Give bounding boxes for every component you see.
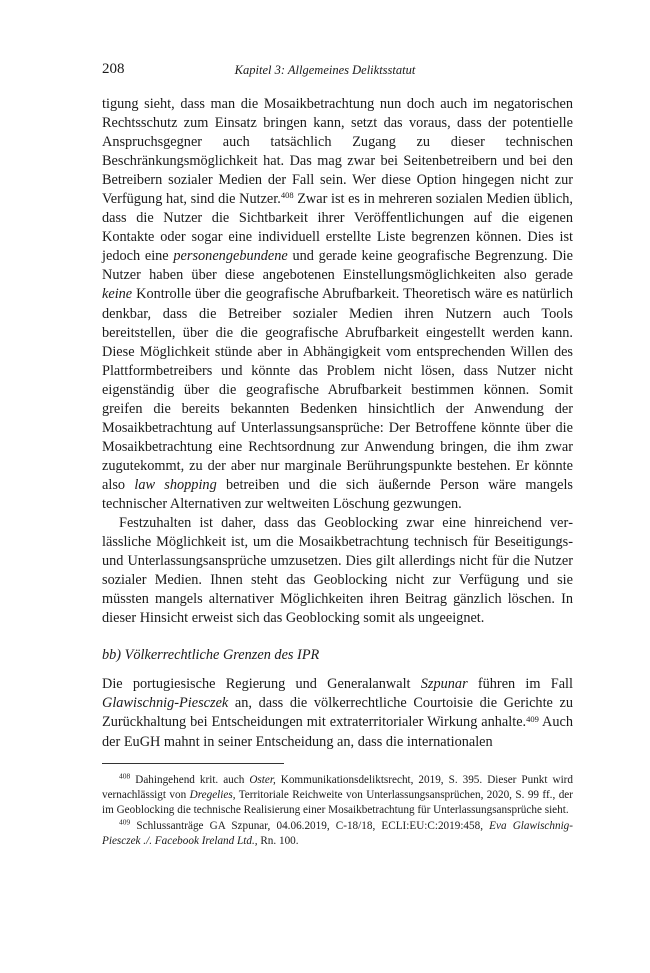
paragraph-3: Die portugiesische Regierung und Generalanwalt Szpunar führen im Fall Glawischnig-Piesczek an, dass die völkerrechtliche Courtoisie die Gerichte zu Zurückhaltung bei Entscheidungen mit extraterritorialer Wirkung anhalte.$^{409}$ Auch der EuGH mahnt in seiner Entscheidung an, dass die internationalen	[102, 676, 573, 750]
case-name: Eva Glawischnig-Piesczek ./. Facebook Ireland Ltd.,	[102, 819, 573, 847]
emphasis: personengebundene	[173, 248, 288, 265]
emphasis: Glawischnig-Piesczek	[102, 695, 229, 712]
emphasis: law shopping	[134, 476, 217, 493]
author-name: Dregelies,	[189, 789, 236, 802]
main-text	[102, 95, 573, 752]
paragraph-1: tigung sieht, dass man die Mosaikbetrachtung nun doch auch im negatorischen Rechtsschutz zum Einsatz bringen kann, setzt das voraus, dass der potentielle Anspruchsgegner auch tatsächlich Zugang zu dieser technischen Beschränkungsmöglichkeit hat. Das mag zwar bei Seitenbetreibern und bei den Betreibern sozialer Medien der Fall sein. Wer diese Option hingegen nicht zur Verfügung hat, sind die Nutzer.$^{408}$ Zwar ist es in mehreren sozialen Medien üblich, dass die Nutzer die Sichtbarkeit ihrer Veröffentlichungen auf die eigenen Kontakte oder sogar eine individuell erstellte Liste begrenzen können. Dies ist jedoch eine personengebundene und gerade keine geografische Begrenzung. Die Nutzer haben über diese angebotenen Einstellungsmöglichkeiten also gerade keine Kontrolle über die geografische Abrufbarkeit. Theoretisch wäre es natürlich denkbar, dass die Betreiber sozialer Medien ihren Nutzern auch Tools bereitstellen, über die die geografische Abrufbarkeit eingestellt werden kann. Diese Möglichkeit stünde aber in Abhängigkeit vom entsprechenden Willen des Plattformbetreibers und könnte das Problem nicht lösen, dass Nutzer nicht eigenständig über die geografische Abrufbarkeit bestimmen können. Somit greifen die bereits bekannten Bedenken hinsichtlich der Anwendung der Mosaikbetrachtung auf Unterlassungsansprüche: Der Betroffene könnte über die Mosaikbetrachtung eine Rechtsordnung zur Anwendung bringen, die ihm zwar zugutekommt, zu der aber nur marginale Berührungspunkte bestehen. Er könnte also law shopping betreiben und die sich äußernde Person wäre mangels technischer Alternativen zur weltweiten Löschung gezwungen.	[102, 96, 573, 512]
footnotes	[102, 773, 573, 849]
footnote-ref-409[interactable]: 409	[526, 713, 539, 724]
author-name: Oster,	[249, 774, 276, 786]
footnote-separator	[102, 763, 284, 764]
section-heading: bb) Völkerrechtliche Grenzen des IPR	[102, 647, 320, 664]
footnote-mark: 409	[119, 816, 131, 826]
page-number: 208	[102, 61, 125, 77]
footnote-409: $^{409}$ Schlussanträge GA Szpunar, 04.06.2019, C-18/18, ECLI:EU:C:2019:458, Eva Glawischnig-Piesczek ./. Facebook Ireland Ltd., Rn. 100.	[102, 816, 573, 847]
emphasis: Szpunar	[420, 676, 468, 693]
footnote-ref-408[interactable]: 408	[280, 190, 294, 201]
emphasis: keine	[102, 286, 133, 303]
running-title: Kapitel 3: Allgemeines Deliktsstatut	[234, 63, 416, 77]
footnote-408: $^{408}$ Dahingehend krit. auch Oster, Kommunikationsdeliktsrecht, 2019, S. 395. Dieser Punkt wird vernachlässigt von Dregelies, Territoriale Reichweite von Unterlassungsansprüchen, 2020, S. 99 ff., der im Geoblocking die technische Realisierung einer Mosaikbetrachtung für Unterlassungsansprüche sieht.	[102, 771, 573, 817]
paragraph-2: Festzuhalten ist daher, dass das Geoblocking zwar eine hinreichend verlässliche Möglichkeit ist, um die Mosaikbetrachtung technisch für Beseitigungs- und Unterlassungsansprüche umzusetzen. Dies gilt allerdings nicht für die Nutzer sozialer Medien. Ihnen steht das Geoblocking nicht zur Verfügung und sie müssten mangels alternativer Möglichkeiten ihren Beitrag gänzlich löschen. In dieser Hinsicht erweist sich das Geoblocking somit als ungeeignet.	[102, 515, 573, 627]
footnote-mark: 408	[119, 771, 131, 781]
